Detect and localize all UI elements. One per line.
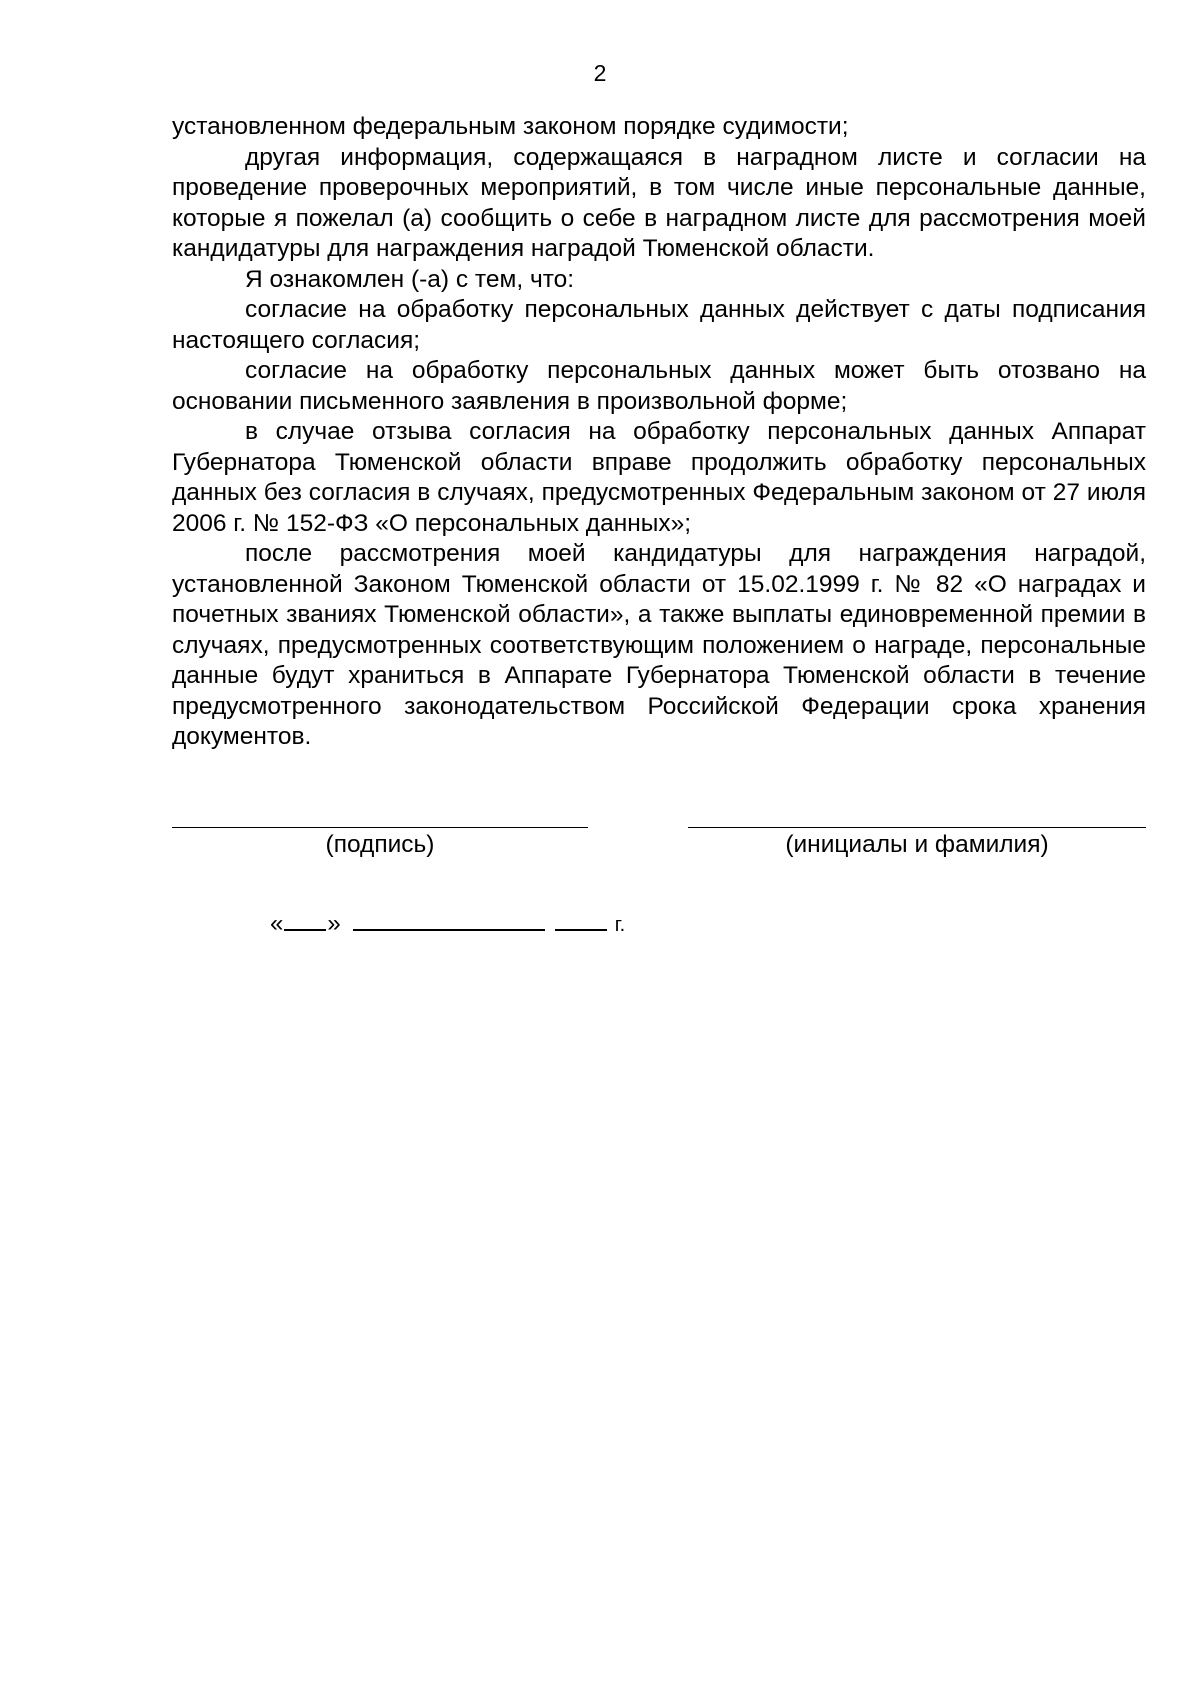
date-day-blank[interactable] xyxy=(284,907,326,931)
paragraph-criminal-record: установленном федеральным законом порядке судимости; xyxy=(172,113,849,140)
paragraph-consent-revocation: согласие на обработку персональных данных может быть отозвано на основании письменного заявления в произвольной форме; xyxy=(172,357,1146,415)
page-number: 2 xyxy=(593,60,607,86)
consent-body-text xyxy=(172,112,1146,753)
signature-caption: (подпись) xyxy=(325,831,435,858)
date-line xyxy=(270,907,625,937)
date-year-blank[interactable] xyxy=(555,907,607,931)
paragraph-other-information: другая информация, содержащаяся в наградном листе и согласии на проведение проверочных мероприятий, в том числе иные персональные данные, которые я пожелал (а) сообщить о себе в наградном листе для рассмотрения моей кандидатуры для награждения наградой Тюменской области. xyxy=(172,143,1146,262)
paragraph-acknowledgement: Я ознакомлен (-а) с тем, что: xyxy=(245,265,575,293)
full-name-caption: (инициалы и фамилия) xyxy=(785,831,1049,858)
date-open-quote: « xyxy=(270,910,284,937)
paragraph-revocation-consequences: в случае отзыва согласия на обработку персональных данных Аппарат Губернатора Тюменской области вправе продолжить обработку персональных данных без согласия в случаях, предусмотренных Федеральным законом от 27 июля 2006 г. № 152-ФЗ «О персональных данных»; xyxy=(172,418,1146,537)
signature-line[interactable] xyxy=(172,827,588,828)
full-name-line[interactable] xyxy=(688,827,1146,828)
paragraph-consent-validity: согласие на обработку персональных данных действует с даты подписания настоящего согласия; xyxy=(172,296,1146,354)
date-month-blank[interactable] xyxy=(353,907,545,931)
date-close-quote: » xyxy=(327,910,341,937)
paragraph-data-retention: после рассмотрения моей кандидатуры для награждения наградой, установленной Законом Тюменской области от 15.02.1999 г. № 82 «О наградах и почетных званиях Тюменской области», а также выплаты единовременной премии в случаях, предусмотренных соответствующим положением о награде, персональные данные будут храниться в Аппарате Губернатора Тюменской области в течение предусмотренного законодательством Российской Федерации срока хранения документов. xyxy=(172,540,1146,750)
date-year-suffix: г. xyxy=(614,914,626,936)
